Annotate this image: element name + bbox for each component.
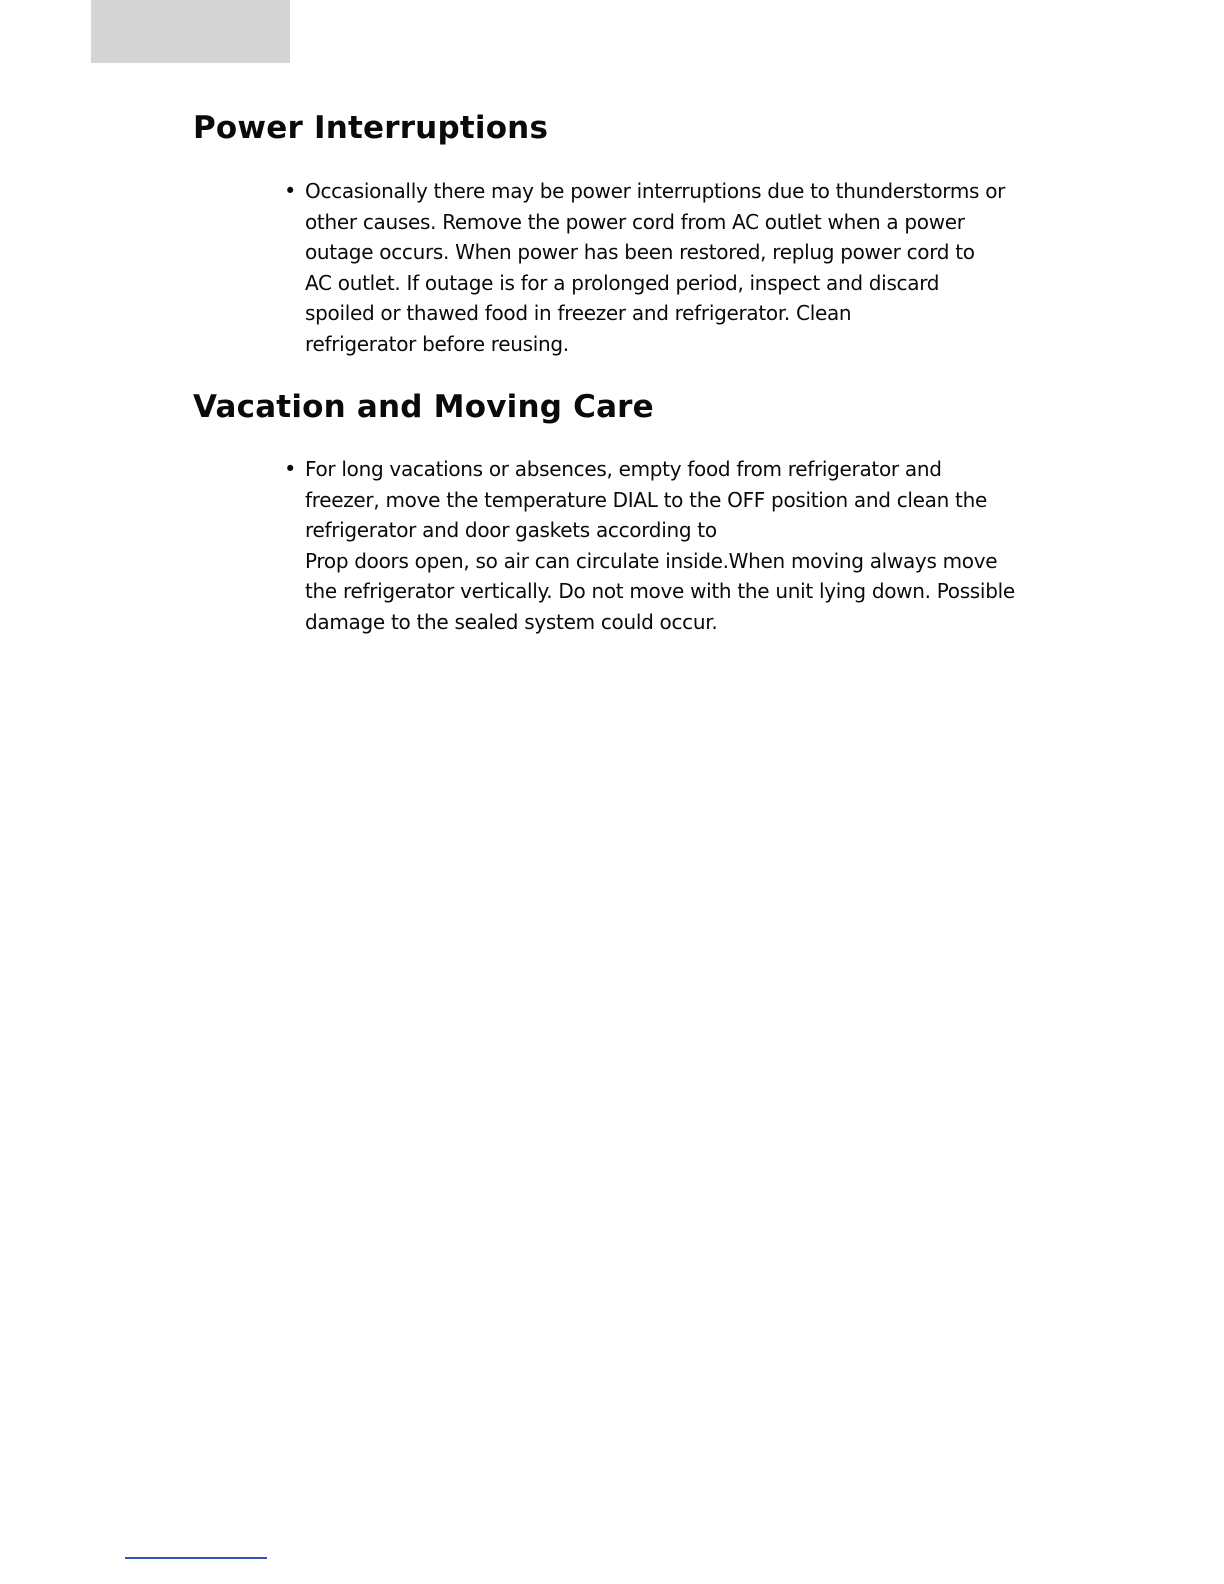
text-line: spoiled or thawed food in freezer and refrigerator. Clean (305, 301, 852, 325)
bullet-text (305, 176, 1014, 359)
section-title-power-interruptions: Power Interruptions (193, 110, 549, 146)
bullet-dot: • (284, 179, 297, 203)
section-title-vacation-and-moving-care: Vacation and Moving Care (193, 389, 654, 425)
text-line: other causes. Remove the power cord from AC outlet when a power (305, 209, 965, 234)
text-line: For long vacations or absences, empty food from refrigerator and (305, 457, 942, 481)
text-line: refrigerator and door gaskets according to (305, 518, 717, 542)
text-line: freezer, move the temperature DIAL to the OFF position and clean the (305, 487, 987, 512)
footer-rule (125, 1557, 267, 1559)
text-line: refrigerator before reusing. (305, 331, 569, 356)
text-line: Occasionally there may be power interruptions due to thunderstorms or (305, 179, 1006, 203)
text-line: the refrigerator vertically. Do not move with the unit lying down. Possible (305, 579, 1015, 603)
bullet-item-vacation-and-moving-care (284, 454, 1014, 637)
text-line: AC outlet. If outage is for a prolonged period, inspect and discard (305, 270, 940, 295)
text-line: Prop doors open, so air can circulate inside.When moving always move (305, 548, 998, 573)
bullet-text (305, 454, 1014, 637)
text-line: damage to the sealed system could occur. (305, 609, 718, 634)
header-tab (91, 0, 290, 63)
text-line: outage occurs. When power has been restored, replug power cord to (305, 240, 975, 264)
bullet-dot: • (284, 457, 297, 481)
bullet-item-power-interruptions (284, 176, 1014, 359)
